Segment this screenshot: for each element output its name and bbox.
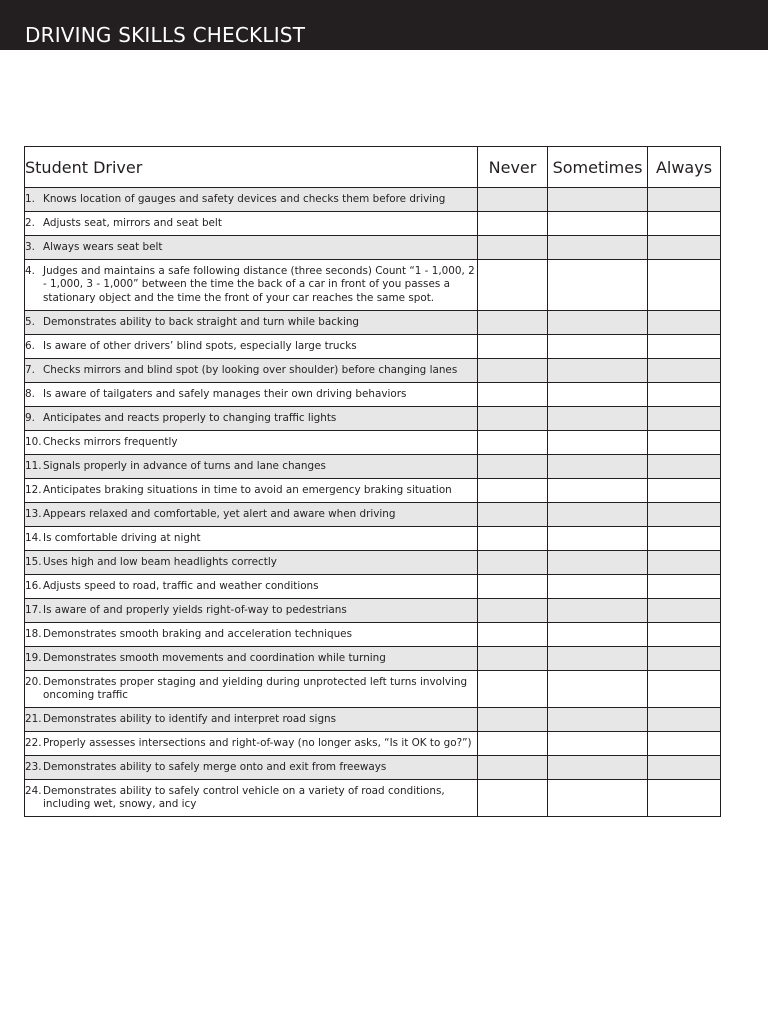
skill-cell [25, 260, 478, 311]
rating-cell-always[interactable] [648, 383, 721, 407]
skill-number: 5. [25, 315, 35, 328]
table-row [25, 455, 721, 479]
rating-cell-never[interactable] [478, 188, 548, 212]
rating-cell-always[interactable] [648, 455, 721, 479]
rating-cell-always[interactable] [648, 732, 721, 756]
checklist-rows [25, 188, 721, 817]
skill-text: Anticipates braking situations in time to avoid an emergency braking situation [43, 483, 452, 496]
rating-cell-never[interactable] [478, 671, 548, 708]
rating-cell-never[interactable] [478, 335, 548, 359]
rating-cell-always[interactable] [648, 551, 721, 575]
skill-cell [25, 671, 478, 708]
column-header-never: Never [478, 147, 548, 188]
table-row [25, 431, 721, 455]
rating-cell-never[interactable] [478, 575, 548, 599]
rating-cell-sometimes[interactable] [548, 236, 648, 260]
rating-cell-sometimes[interactable] [548, 780, 648, 817]
rating-cell-always[interactable] [648, 431, 721, 455]
skill-number: 20. [25, 675, 42, 688]
skill-number: 7. [25, 363, 35, 376]
skill-number: 3. [25, 240, 35, 253]
skill-number: 14. [25, 531, 42, 544]
column-header-sometimes: Sometimes [548, 147, 648, 188]
rating-cell-sometimes[interactable] [548, 359, 648, 383]
table-row [25, 732, 721, 756]
rating-cell-always[interactable] [648, 756, 721, 780]
skill-cell [25, 479, 478, 503]
table-row [25, 188, 721, 212]
skill-number: 22. [25, 736, 42, 749]
table-row [25, 335, 721, 359]
skill-text: Demonstrates proper staging and yielding during unprotected left turns involving oncoming traffic [43, 675, 468, 701]
rating-cell-sometimes[interactable] [548, 260, 648, 311]
rating-cell-never[interactable] [478, 236, 548, 260]
table-row [25, 599, 721, 623]
skill-text: Is aware of and properly yields right-of-way to pedestrians [43, 603, 347, 616]
rating-cell-sometimes[interactable] [548, 479, 648, 503]
rating-cell-always[interactable] [648, 527, 721, 551]
table-row [25, 311, 721, 335]
table-row [25, 623, 721, 647]
skill-number: 13. [25, 507, 42, 520]
skill-text: Demonstrates smooth braking and acceleration techniques [43, 627, 352, 640]
column-header-student-driver: Student Driver [25, 147, 478, 188]
skill-number: 6. [25, 339, 35, 352]
table-row [25, 359, 721, 383]
skill-cell [25, 780, 478, 817]
rating-cell-sometimes[interactable] [548, 311, 648, 335]
skill-text: Demonstrates ability to safely control vehicle on a variety of road conditions, including wet, snowy, and icy [43, 784, 445, 810]
skill-cell [25, 732, 478, 756]
skill-text: Is comfortable driving at night [43, 531, 201, 544]
rating-cell-sometimes[interactable] [548, 188, 648, 212]
rating-cell-always[interactable] [648, 575, 721, 599]
table-row [25, 260, 721, 311]
skill-cell [25, 503, 478, 527]
rating-cell-never[interactable] [478, 708, 548, 732]
table-row [25, 503, 721, 527]
skill-cell [25, 551, 478, 575]
rating-cell-never[interactable] [478, 551, 548, 575]
rating-cell-always[interactable] [648, 623, 721, 647]
skill-text: Demonstrates ability to safely merge onto and exit from freeways [43, 760, 387, 773]
skill-cell [25, 527, 478, 551]
table-row [25, 212, 721, 236]
skill-text: Demonstrates smooth movements and coordination while turning [43, 651, 386, 664]
skill-text: Demonstrates ability to identify and interpret road signs [43, 712, 337, 725]
skill-number: 21. [25, 712, 42, 725]
skill-number: 15. [25, 555, 42, 568]
skill-text: Judges and maintains a safe following distance (three seconds) Count “1 - 1,000, 2 - 1,000, 3 - 1,000” between the time the back of a car in front of you passes a stationary object and the time the front of your car reaches the same spot. [43, 264, 475, 304]
skill-number: 10. [25, 435, 42, 448]
skill-cell [25, 188, 478, 212]
skill-text: Anticipates and reacts properly to changing traffic lights [43, 411, 337, 424]
skill-cell [25, 647, 478, 671]
rating-cell-sometimes[interactable] [548, 671, 648, 708]
skill-cell [25, 407, 478, 431]
table-row [25, 551, 721, 575]
skill-cell [25, 599, 478, 623]
skill-cell [25, 212, 478, 236]
rating-cell-sometimes[interactable] [548, 756, 648, 780]
rating-cell-never[interactable] [478, 260, 548, 311]
skill-text: Adjusts seat, mirrors and seat belt [43, 216, 222, 229]
skill-cell [25, 311, 478, 335]
rating-cell-sometimes[interactable] [548, 335, 648, 359]
table-row [25, 527, 721, 551]
skill-cell [25, 455, 478, 479]
skill-text: Appears relaxed and comfortable, yet alert and aware when driving [43, 507, 396, 520]
rating-cell-never[interactable] [478, 780, 548, 817]
skill-text: Knows location of gauges and safety devices and checks them before driving [43, 192, 446, 205]
rating-cell-sometimes[interactable] [548, 503, 648, 527]
skill-number: 16. [25, 579, 42, 592]
rating-cell-never[interactable] [478, 756, 548, 780]
table-row [25, 383, 721, 407]
table-row [25, 407, 721, 431]
rating-cell-sometimes[interactable] [548, 212, 648, 236]
rating-cell-never[interactable] [478, 732, 548, 756]
skill-cell [25, 708, 478, 732]
table-row [25, 756, 721, 780]
rating-cell-always[interactable] [648, 188, 721, 212]
rating-cell-always[interactable] [648, 503, 721, 527]
skill-text: Always wears seat belt [43, 240, 163, 253]
skill-text: Adjusts speed to road, traffic and weather conditions [43, 579, 319, 592]
table-row [25, 780, 721, 817]
page-title: DRIVING SKILLS CHECKLIST [25, 23, 306, 47]
skill-text: Signals properly in advance of turns and lane changes [43, 459, 326, 472]
rating-cell-never[interactable] [478, 647, 548, 671]
rating-cell-always[interactable] [648, 311, 721, 335]
rating-cell-sometimes[interactable] [548, 708, 648, 732]
rating-cell-always[interactable] [648, 708, 721, 732]
skill-cell [25, 359, 478, 383]
rating-cell-sometimes[interactable] [548, 455, 648, 479]
skill-cell [25, 623, 478, 647]
rating-cell-never[interactable] [478, 383, 548, 407]
skill-text: Is aware of other drivers’ blind spots, especially large trucks [43, 339, 357, 352]
checklist-table [24, 146, 721, 817]
table-row [25, 647, 721, 671]
rating-cell-never[interactable] [478, 503, 548, 527]
skill-cell [25, 236, 478, 260]
skill-number: 24. [25, 784, 42, 797]
rating-cell-sometimes[interactable] [548, 575, 648, 599]
skill-text: Uses high and low beam headlights correctly [43, 555, 277, 568]
rating-cell-sometimes[interactable] [548, 647, 648, 671]
table-header-row [25, 147, 721, 188]
rating-cell-never[interactable] [478, 359, 548, 383]
skill-text: Demonstrates ability to back straight and turn while backing [43, 315, 360, 328]
rating-cell-sometimes[interactable] [548, 732, 648, 756]
rating-cell-always[interactable] [648, 335, 721, 359]
skill-cell [25, 383, 478, 407]
rating-cell-always[interactable] [648, 407, 721, 431]
skill-cell [25, 335, 478, 359]
skill-text: Checks mirrors frequently [43, 435, 178, 448]
skill-number: 17. [25, 603, 42, 616]
skill-cell [25, 756, 478, 780]
rating-cell-always[interactable] [648, 647, 721, 671]
rating-cell-never[interactable] [478, 599, 548, 623]
rating-cell-sometimes[interactable] [548, 599, 648, 623]
table-row [25, 671, 721, 708]
skill-text: Checks mirrors and blind spot (by looking over shoulder) before changing lanes [43, 363, 458, 376]
rating-cell-always[interactable] [648, 212, 721, 236]
column-header-always: Always [648, 147, 721, 188]
skill-cell [25, 575, 478, 599]
rating-cell-always[interactable] [648, 479, 721, 503]
rating-cell-never[interactable] [478, 527, 548, 551]
rating-cell-always[interactable] [648, 599, 721, 623]
skill-cell [25, 431, 478, 455]
rating-cell-never[interactable] [478, 431, 548, 455]
rating-cell-never[interactable] [478, 407, 548, 431]
rating-cell-never[interactable] [478, 479, 548, 503]
table-row [25, 575, 721, 599]
skill-number: 8. [25, 387, 35, 400]
rating-cell-always[interactable] [648, 359, 721, 383]
rating-cell-never[interactable] [478, 623, 548, 647]
rating-cell-sometimes[interactable] [548, 383, 648, 407]
skill-number: 2. [25, 216, 35, 229]
table-row [25, 479, 721, 503]
skill-text: Is aware of tailgaters and safely manages their own driving behaviors [43, 387, 407, 400]
skill-number: 23. [25, 760, 42, 773]
skill-number: 4. [25, 264, 35, 277]
rating-cell-always[interactable] [648, 236, 721, 260]
skill-number: 1. [25, 192, 35, 205]
skill-number: 18. [25, 627, 42, 640]
rating-cell-always[interactable] [648, 671, 721, 708]
skill-number: 19. [25, 651, 42, 664]
rating-cell-always[interactable] [648, 260, 721, 311]
header-bar [0, 0, 768, 50]
rating-cell-always[interactable] [648, 780, 721, 817]
skill-number: 11. [25, 459, 42, 472]
skill-number: 12. [25, 483, 42, 496]
rating-cell-never[interactable] [478, 311, 548, 335]
rating-cell-never[interactable] [478, 455, 548, 479]
rating-cell-sometimes[interactable] [548, 407, 648, 431]
rating-cell-never[interactable] [478, 212, 548, 236]
skill-text: Properly assesses intersections and right-of-way (no longer asks, “Is it OK to go?”) [43, 736, 472, 749]
rating-cell-sometimes[interactable] [548, 431, 648, 455]
table-row [25, 708, 721, 732]
table-row [25, 236, 721, 260]
rating-cell-sometimes[interactable] [548, 527, 648, 551]
skill-number: 9. [25, 411, 35, 424]
rating-cell-sometimes[interactable] [548, 551, 648, 575]
rating-cell-sometimes[interactable] [548, 623, 648, 647]
